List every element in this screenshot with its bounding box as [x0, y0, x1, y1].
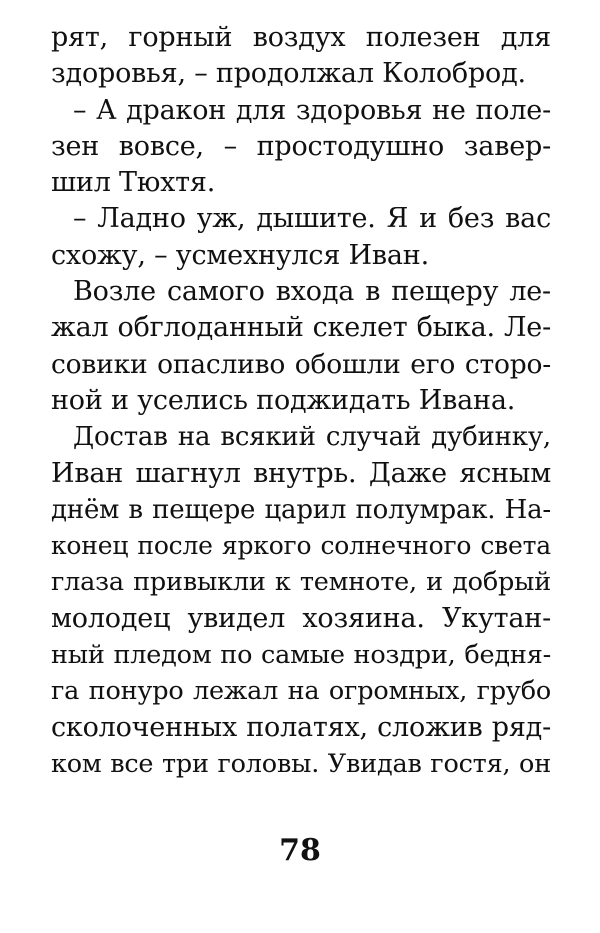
text-line: жал обглоданный скелет быка. Ле- — [51, 312, 551, 344]
text-line: ной и уселись поджидать Ивана. — [51, 384, 516, 416]
text-line: глаза привыкли к темноте, и добрый — [51, 567, 551, 598]
text-line: здоровья, – продолжал Колоброд. — [51, 58, 526, 90]
text-line: – А дракон для здоровья не поле- — [73, 94, 551, 126]
text-line: – Ладно уж, дышите. Я и без вас — [73, 203, 551, 235]
text-line: Иван шагнул внутрь. Даже ясным — [51, 457, 551, 489]
text-line: зен вовсе, – простодушно завер- — [51, 130, 551, 162]
text-line: рят, горный воздух полезен для — [51, 22, 551, 53]
text-line: сколоченных полатях, сложив ряд- — [51, 711, 551, 743]
text-line: ный пледом по самые ноздри, бедня- — [51, 640, 551, 671]
text-line: молодец увидел хозяина. Укутан- — [51, 602, 551, 634]
text-line: днём в пещере царил полумрак. На- — [51, 494, 551, 525]
body-text — [51, 20, 551, 782]
text-line: конец после яркого солнечного света — [51, 531, 551, 561]
text-line: Возле самого входа в пещеру ле- — [73, 276, 551, 308]
text-line: шил Тюхтя. — [51, 167, 216, 199]
text-line: ком все три головы. Увидав гостя, он — [51, 748, 551, 779]
text-line: Достав на всякий случай дубинку, — [73, 422, 551, 453]
text-line: схожу, – усмехнулся Иван. — [51, 239, 429, 271]
text-line: га понуро лежал на огромных, грубо — [51, 676, 551, 707]
page-number: 78 — [279, 833, 321, 868]
text-line: совики опасливо обошли его сторо- — [51, 348, 551, 380]
